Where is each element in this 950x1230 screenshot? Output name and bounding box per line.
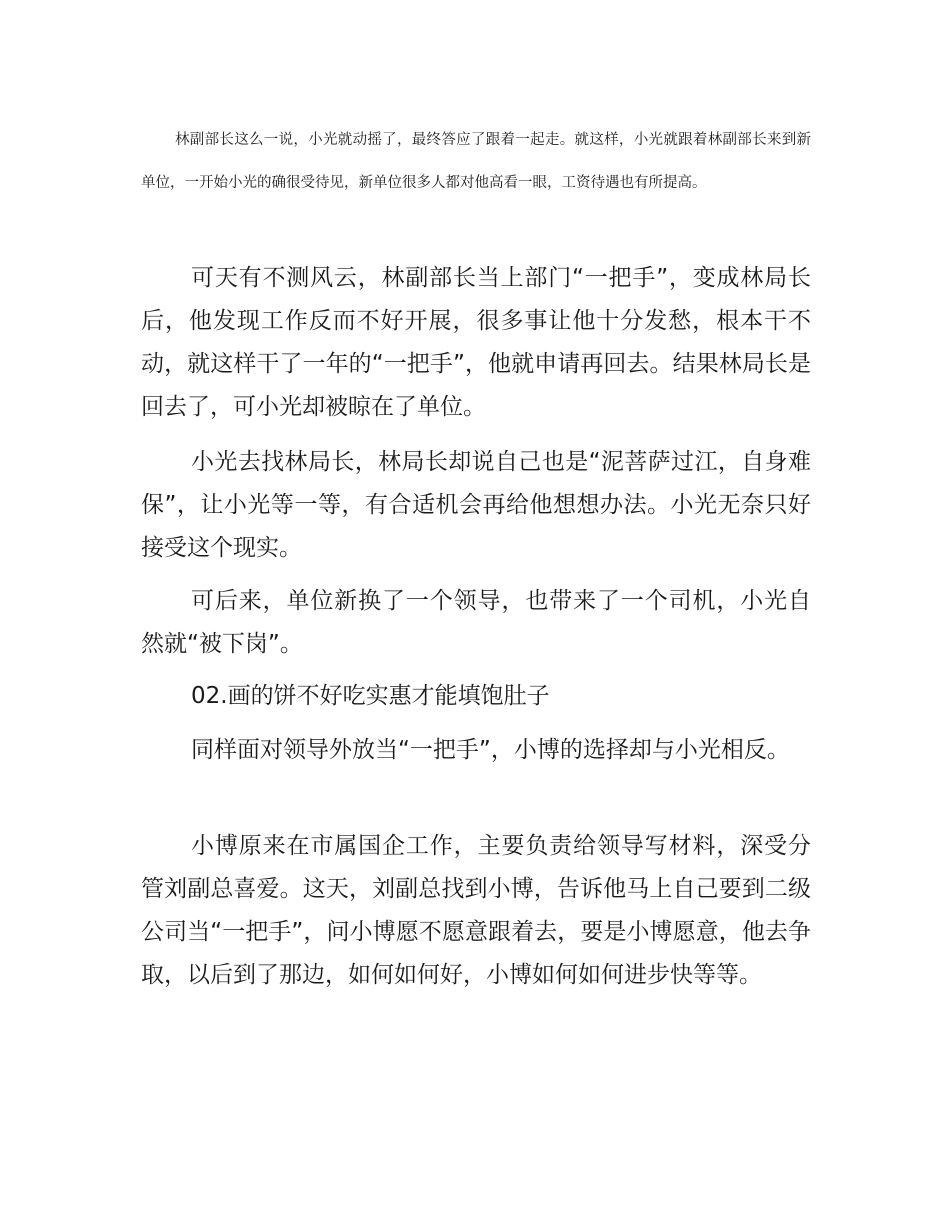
paragraph-6: 小博原来在市属国企工作，主要负责给领导写材料，深受分管刘副总喜爱。这天，刘副总找到小博，告诉他马上自己要到二级公司当“一把手”，问小博愿不愿意跟着去，要是小博愿意，他去争取，以后到了那边，如何如何好，小博如何如何进步快等等。 — [141, 833, 811, 988]
section-heading: 02.画的饼不好吃实惠才能填饱肚子 — [191, 683, 550, 709]
paragraph-5: 同样面对领导外放当“一把手”，小博的选择却与小光相反。 — [191, 737, 790, 763]
paragraph-3: 小光去找林局长，林局长却说自己也是“泥菩萨过江，自身难保”，让小光等一等，有合适机会再给他想想办法。小光无奈只好接受这个现实。 — [141, 449, 811, 561]
paragraph-4: 可后来，单位新换了一个领导，也带来了一个司机，小光自然就“被下岗”。 — [141, 588, 811, 657]
paragraph-2: 可天有不测风云，林副部长当上部门“一把手”，变成林局长后，他发现工作反而不好开展，很多事让他十分发愁，根本干不动，就这样干了一年的“一把手”，他就申请再回去。结果林局长是回去了，可小光却被晾在了单位。 — [141, 265, 811, 420]
paragraph-1: 林副部长这么一说，小光就动摇了，最终答应了跟着一起走。就这样，小光就跟着林副部长来到新单位，一开始小光的确很受待见，新单位很多人都对他高看一眼，工资待遇也有所提高。 — [141, 132, 811, 191]
